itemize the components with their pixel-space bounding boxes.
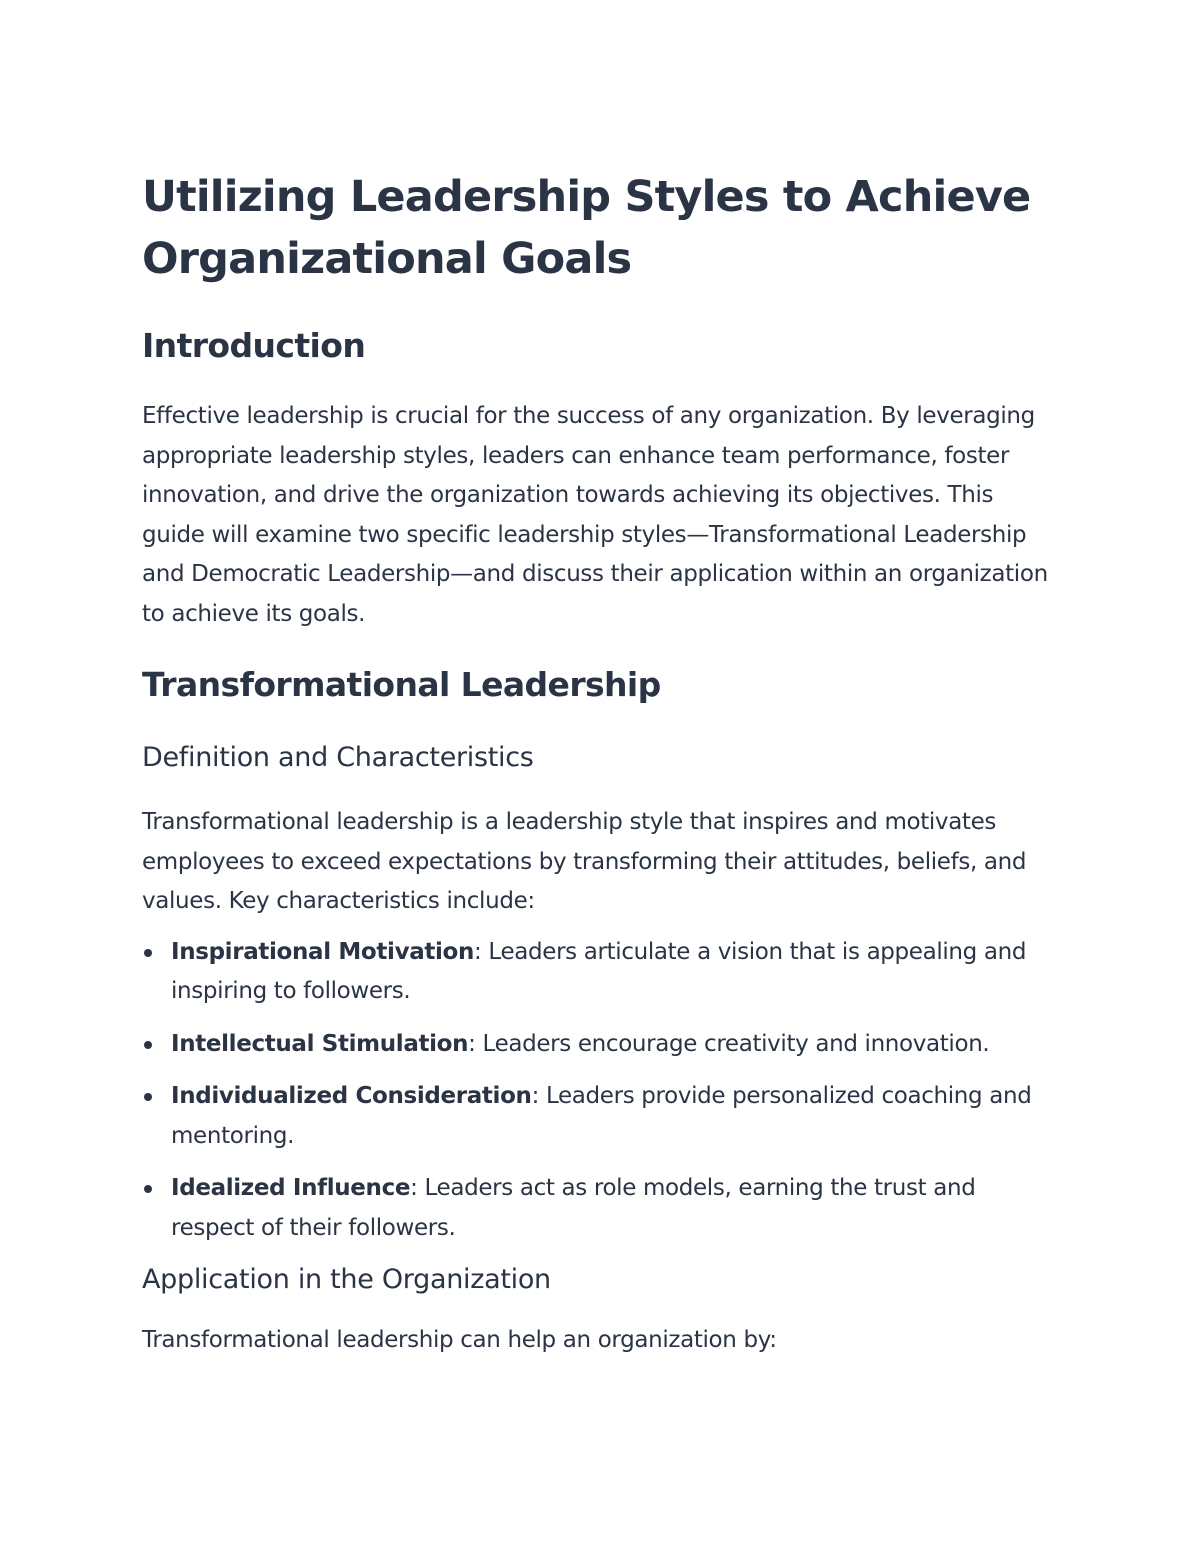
term-separator: :: [468, 1030, 483, 1057]
characteristic-term: Individualized Consideration: [171, 1083, 532, 1109]
document-page: [142, 166, 1052, 1361]
characteristic-term: Inspirational Motivation: [171, 938, 475, 965]
list-item: [142, 1025, 1052, 1065]
characteristic-term: Intellectual Stimulation: [171, 1030, 469, 1057]
definition-heading: Definition and Characteristics: [142, 742, 534, 773]
definition-paragraph: Transformational leadership is a leadership style that inspires and motivates employees to exceed expectations by transforming their attitudes, beliefs, and values. Key characteristics include:: [142, 809, 1027, 914]
bullet-icon: [144, 1093, 152, 1101]
introduction-heading: Introduction: [142, 326, 366, 365]
list-item: [142, 1077, 1052, 1156]
characteristics-list: [142, 933, 1052, 1249]
characteristic-text: Leaders provide personalized coaching and mentoring.: [171, 1083, 1032, 1149]
term-separator: :: [410, 1175, 425, 1201]
introduction-paragraph: Effective leadership is crucial for the success of any organization. By leveraging appropriate leadership styles, leaders can enhance team performance, foster innovation, and drive the organization towards achieving its objectives. This guide will examine two specific leadership styles—Transformational Leadership and Democratic Leadership—and discuss their application within an organization to achieve its goals.: [142, 403, 1048, 627]
transformational-leadership-heading: Transformational Leadership: [142, 665, 661, 704]
characteristic-term: Idealized Influence: [171, 1175, 411, 1201]
list-item: [142, 933, 1052, 1012]
term-separator: :: [531, 1083, 546, 1109]
application-heading: Application in the Organization: [142, 1264, 551, 1295]
bullet-icon: [144, 949, 152, 957]
characteristic-text: Leaders act as role models, earning the trust and respect of their followers.: [171, 1175, 976, 1241]
list-item: [142, 1169, 1052, 1248]
document-title: Utilizing Leadership Styles to Achieve Organizational Goals: [142, 172, 1031, 284]
term-separator: :: [474, 938, 489, 965]
bullet-icon: [144, 1185, 152, 1193]
bullet-icon: [144, 1041, 152, 1049]
characteristic-text: Leaders articulate a vision that is appealing and inspiring to followers.: [171, 938, 1027, 1004]
characteristic-text: Leaders encourage creativity and innovation.: [482, 1030, 990, 1057]
application-paragraph: Transformational leadership can help an organization by:: [142, 1327, 777, 1353]
